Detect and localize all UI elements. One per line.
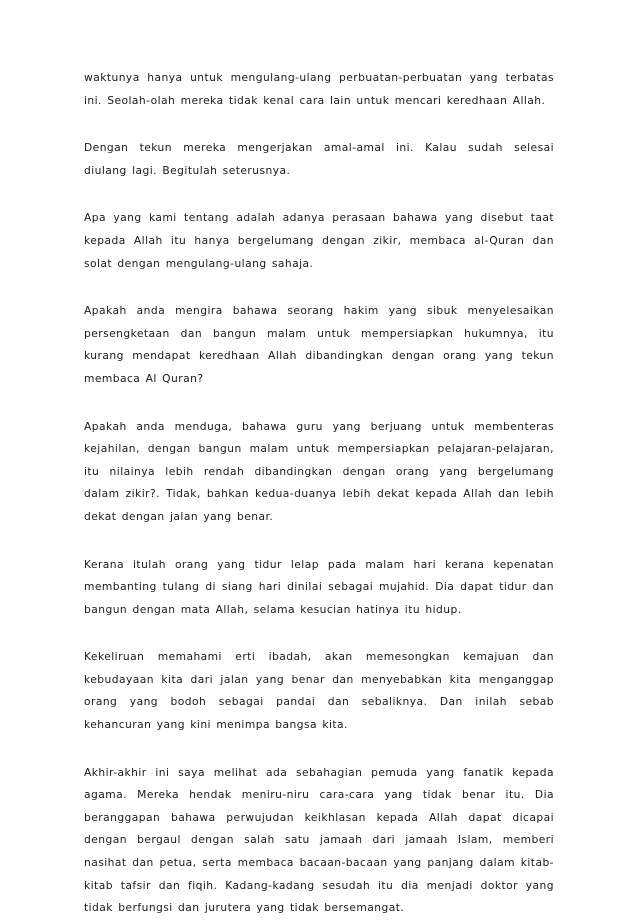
paragraph-3: Apa yang kami tentang adalah adanya perasaan bahawa yang disebut taat kepada Allah itu hanya bergelumang dengan zikir, membaca al-Quran dan solat dengan mengulang-ulang sahaja. <box>84 211 554 270</box>
paragraph-8: Akhir-akhir ini saya melihat ada sebahagian pemuda yang fanatik kepada agama. Mereka hendak meniru-niru cara-cara yang tidak benar itu. Dia beranggapan bahawa perwujudan keikhlasan kepada Allah dapat dicapai dengan bergaul dengan salah satu jamaah dari jamaah Islam, memberi nasihat dan petua, serta membaca bacaan-bacaan yang panjang dalam kitab-kitab tafsir dan fiqih. Kadang-kadang sesudah itu dia menjadi doktor yang tidak berfungsi dan jurutera yang tidak bersemangat. <box>84 765 554 915</box>
paragraph-1: waktunya hanya untuk mengulang-ulang perbuatan-perbuatan yang terbatas ini. Seolah-olah mereka tidak kenal cara lain untuk mencari keredhaan Allah. <box>84 71 554 107</box>
paragraph-6: Kerana itulah orang yang tidur lelap pada malam hari kerana kepenatan membanting tulang di siang hari dinilai sebagai mujahid. Dia dapat tidur dan bangun dengan mata Allah, selama kesucian hatinya itu hidup. <box>84 557 554 616</box>
paragraph-7: Kekeliruan memahami erti ibadah, akan memesongkan kemajuan dan kebudayaan kita dari jalan yang benar dan menyebabkan kita menganggap orang yang bodoh sebagai pandai dan sebaliknya. Dan inilah sebab kehancuran yang kini menimpa bangsa kita. <box>84 650 554 732</box>
paragraph-2: Dengan tekun mereka mengerjakan amal-amal ini. Kalau sudah selesai diulang lagi. Begitulah seterusnya. <box>84 141 554 177</box>
paragraph-4: Apakah anda mengira bahawa seorang hakim yang sibuk menyelesaikan persengketaan dan bangun malam untuk mempersiapkan hukumnya, itu kurang mendapat keredhaan Allah dibandingkan dengan orang yang tekun membaca Al Quran? <box>84 304 554 385</box>
paragraph-5: Apakah anda menduga, bahawa guru yang berjuang untuk membenteras kejahilan, dengan bangun malam untuk mempersiapkan pelajaran-pelajaran, itu nilainya lebih rendah dibandingkan dengan orang yang bergelumang dalam zikir?. Tidak, bahkan kedua-duanya lebih dekat kepada Allah dan lebih dekat dengan jalan yang benar. <box>84 419 554 523</box>
